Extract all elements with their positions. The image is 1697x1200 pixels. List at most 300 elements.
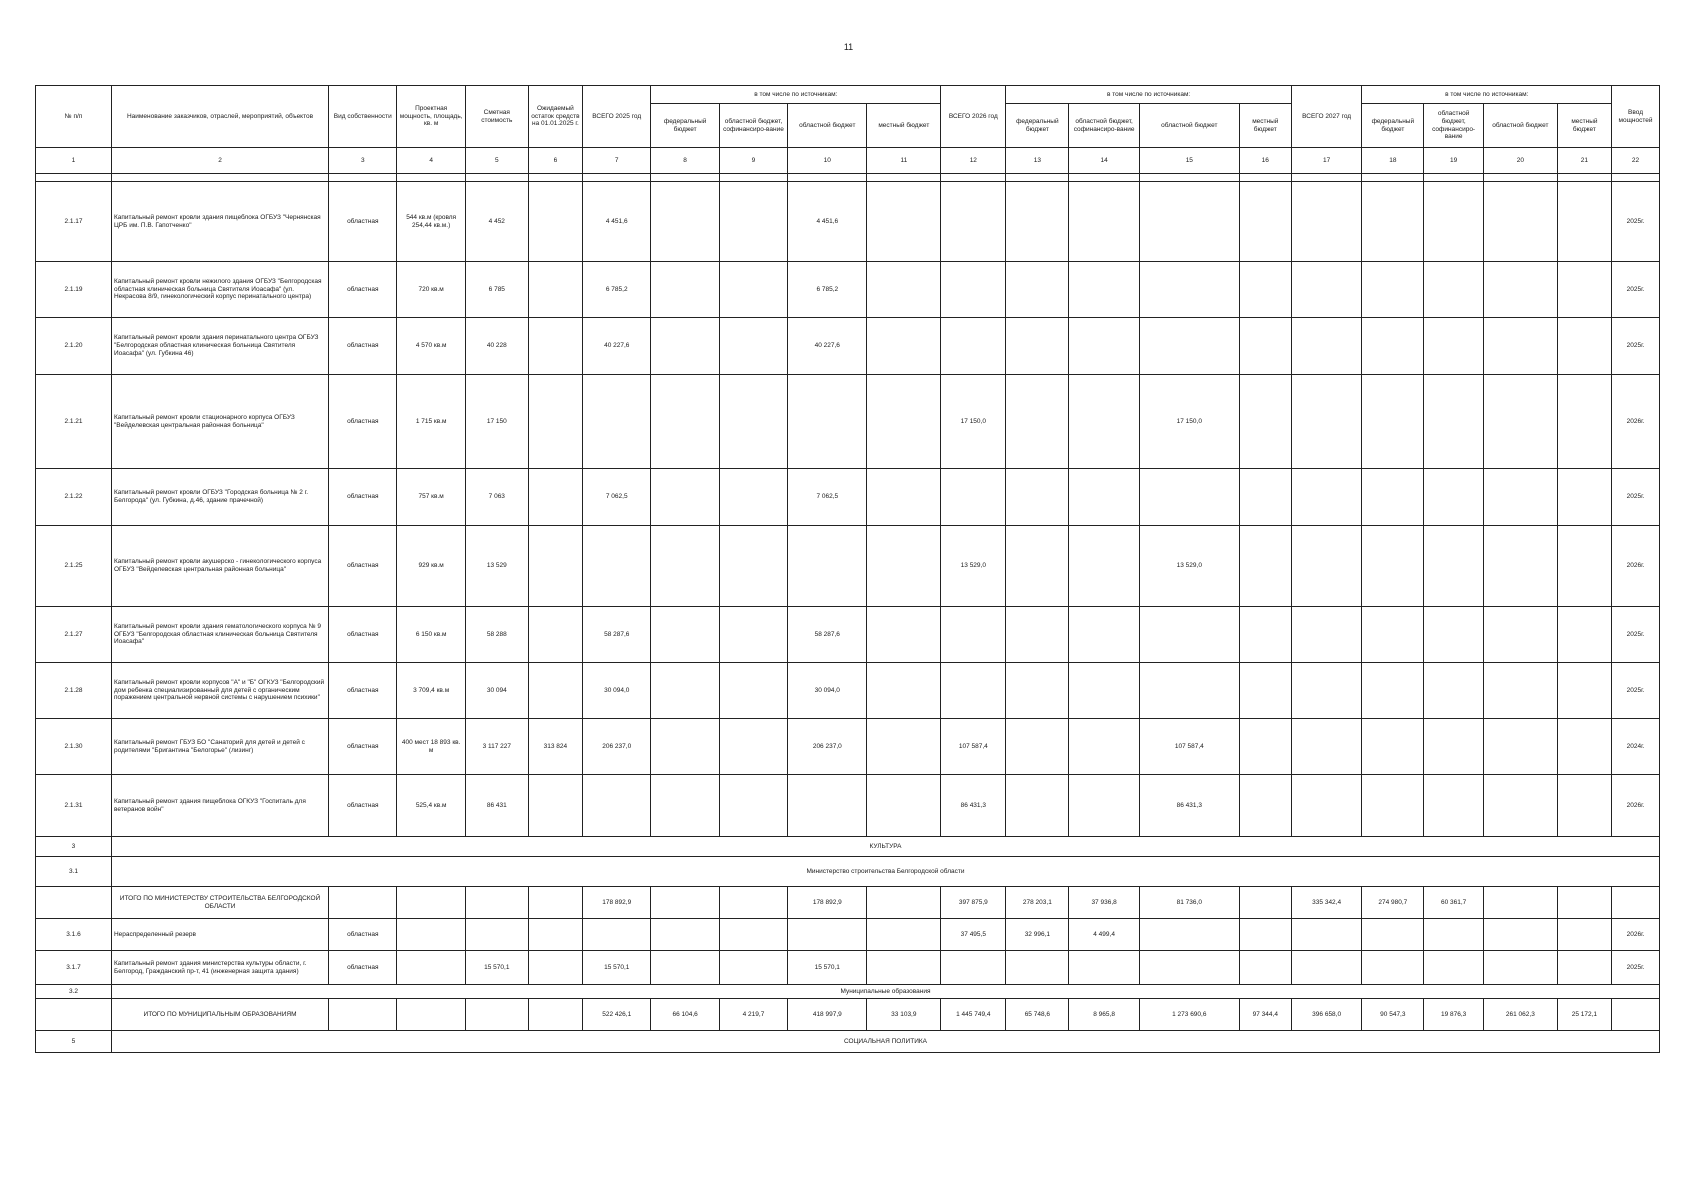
row-value	[1557, 919, 1611, 951]
row-value	[1557, 663, 1611, 719]
row-value	[528, 318, 582, 375]
row-value: 15 570,1	[465, 951, 528, 985]
row-value	[1362, 919, 1424, 951]
row-value	[1483, 526, 1557, 607]
table-cell	[465, 887, 528, 919]
table-cell	[397, 999, 465, 1031]
table-cell	[1483, 174, 1557, 182]
row-name: Капитальный ремонт кровли нежилого здания ОГБУЗ "Белгородская областная клиническая больница Святителя Иоасафа" (ул. Некрасова 8/9, гинекологический корпус перинатального центра)	[111, 262, 328, 318]
col-number: 13	[1006, 148, 1069, 174]
row-number: 2.1.28	[36, 663, 112, 719]
row-value	[1291, 182, 1362, 262]
section-number: 3.2	[36, 985, 112, 999]
row-value	[1362, 607, 1424, 663]
table-cell	[1424, 174, 1484, 182]
row-year: 2025г.	[1612, 262, 1660, 318]
row-value	[1239, 919, 1291, 951]
row-value	[1483, 375, 1557, 469]
row-value	[1362, 262, 1424, 318]
row-ownership: областная	[329, 919, 397, 951]
row-value	[1291, 469, 1362, 526]
row-value	[528, 775, 582, 837]
col-header-name: Наименование заказчиков, отраслей, мероприятий, объектов	[111, 86, 328, 148]
row-value: 40 227,6	[583, 318, 651, 375]
row-value	[528, 607, 582, 663]
row-value	[1557, 775, 1611, 837]
row-value: 15 570,1	[583, 951, 651, 985]
row-value	[1424, 318, 1484, 375]
section-row	[36, 1031, 1660, 1053]
row-year: 2026г.	[1612, 775, 1660, 837]
row-value	[651, 469, 719, 526]
table-cell	[397, 174, 465, 182]
row-name: Капитальный ремонт кровли здания пищеблока ОГБУЗ "Чернянская ЦРБ им. П.В. Гапотченко"	[111, 182, 328, 262]
col-number: 2	[111, 148, 328, 174]
table-row	[36, 663, 1660, 719]
row-value	[1362, 719, 1424, 775]
row-value: 30 094	[465, 663, 528, 719]
row-value	[1239, 182, 1291, 262]
row-value	[1557, 375, 1611, 469]
total-value: 418 997,9	[788, 999, 867, 1031]
col-header-federal: федеральный бюджет	[1362, 104, 1424, 148]
col-header-regional: областной бюджет	[1483, 104, 1557, 148]
table-cell	[36, 887, 112, 919]
row-value	[1424, 469, 1484, 526]
row-value	[1069, 318, 1140, 375]
row-value: 720 кв.м	[397, 262, 465, 318]
row-value	[1139, 469, 1239, 526]
col-number: 15	[1139, 148, 1239, 174]
row-value	[1239, 469, 1291, 526]
section-number: 3	[36, 837, 112, 857]
row-value	[528, 919, 582, 951]
row-year: 2024г.	[1612, 719, 1660, 775]
row-value	[867, 919, 941, 951]
section-title: КУЛЬТУРА	[111, 837, 1659, 857]
total-value: 25 172,1	[1557, 999, 1611, 1031]
row-value	[1483, 951, 1557, 985]
table-row	[36, 775, 1660, 837]
total-value	[651, 887, 719, 919]
row-value	[867, 469, 941, 526]
row-value	[1006, 375, 1069, 469]
row-value	[788, 526, 867, 607]
table-cell	[465, 999, 528, 1031]
row-value: 4 452	[465, 182, 528, 262]
total-name: ИТОГО ПО МУНИЦИПАЛЬНЫМ ОБРАЗОВАНИЯМ	[111, 999, 328, 1031]
row-value	[719, 182, 787, 262]
budget-table	[35, 85, 1660, 1053]
row-ownership: областная	[329, 526, 397, 607]
col-header-total-2026: ВСЕГО 2026 год	[941, 86, 1006, 148]
col-group-sources-2027: в том числе по источникам:	[1362, 86, 1612, 104]
row-name: Капитальный ремонт кровли стационарного корпуса ОГБУЗ "Вейделевская центральная районная больница"	[111, 375, 328, 469]
row-ownership: областная	[329, 775, 397, 837]
row-value	[528, 182, 582, 262]
col-number: 17	[1291, 148, 1362, 174]
row-value: 58 287,6	[788, 607, 867, 663]
row-value	[867, 607, 941, 663]
row-value	[1006, 607, 1069, 663]
total-row	[36, 999, 1660, 1031]
row-value	[1069, 719, 1140, 775]
row-value: 544 кв.м (кровля 254,44 кв.м.)	[397, 182, 465, 262]
row-value	[651, 526, 719, 607]
row-value	[1006, 182, 1069, 262]
row-value	[1291, 719, 1362, 775]
section-row	[36, 857, 1660, 887]
row-value	[788, 375, 867, 469]
row-value	[1006, 262, 1069, 318]
col-number: 7	[583, 148, 651, 174]
row-value	[1291, 262, 1362, 318]
table-row	[36, 182, 1660, 262]
row-value	[528, 663, 582, 719]
row-value: 757 кв.м	[397, 469, 465, 526]
row-value: 206 237,0	[583, 719, 651, 775]
total-value: 274 980,7	[1362, 887, 1424, 919]
row-value	[867, 719, 941, 775]
row-year: 2025г.	[1612, 318, 1660, 375]
row-value	[719, 607, 787, 663]
row-number: 2.1.21	[36, 375, 112, 469]
row-value: 4 499,4	[1069, 919, 1140, 951]
row-value	[1424, 951, 1484, 985]
row-value	[528, 375, 582, 469]
row-value	[788, 775, 867, 837]
row-value	[941, 318, 1006, 375]
row-value	[1239, 607, 1291, 663]
row-value	[1069, 951, 1140, 985]
row-value: 30 094,0	[788, 663, 867, 719]
row-value	[651, 607, 719, 663]
row-value	[1424, 775, 1484, 837]
col-number: 11	[867, 148, 941, 174]
total-value: 66 104,6	[651, 999, 719, 1031]
table-cell	[465, 174, 528, 182]
row-value: 6 150 кв.м	[397, 607, 465, 663]
row-value: 6 785,2	[583, 262, 651, 318]
col-header-regional: областной бюджет	[1139, 104, 1239, 148]
row-value	[1362, 182, 1424, 262]
row-value	[1291, 318, 1362, 375]
row-value	[719, 526, 787, 607]
section-title: Министерство строительства Белгородской области	[111, 857, 1659, 887]
row-value	[867, 775, 941, 837]
row-value	[1291, 375, 1362, 469]
row-value	[941, 182, 1006, 262]
row-value: 86 431,3	[941, 775, 1006, 837]
row-value	[1239, 951, 1291, 985]
row-number: 2.1.27	[36, 607, 112, 663]
row-value: 7 062,5	[583, 469, 651, 526]
row-name: Капитальный ремонт кровли здания перинатального центра ОГБУЗ "Белгородская областная клиническая больница Святителя Иоасафа" (ул. Губкина 46)	[111, 318, 328, 375]
table-row	[36, 607, 1660, 663]
row-ownership: областная	[329, 951, 397, 985]
total-value	[1483, 887, 1557, 919]
table-cell	[719, 174, 787, 182]
row-value	[1069, 663, 1140, 719]
row-value	[1069, 375, 1140, 469]
row-value	[1424, 719, 1484, 775]
row-value	[1139, 663, 1239, 719]
row-value	[583, 919, 651, 951]
table-cell	[1006, 174, 1069, 182]
row-ownership: областная	[329, 318, 397, 375]
row-value: 13 529,0	[1139, 526, 1239, 607]
row-value	[788, 919, 867, 951]
row-value	[1069, 526, 1140, 607]
row-value	[1139, 262, 1239, 318]
table-row	[36, 919, 1660, 951]
row-value	[1424, 526, 1484, 607]
col-header-commissioning: Ввод мощностей	[1612, 86, 1660, 148]
col-number: 4	[397, 148, 465, 174]
col-header-ownership: Вид собственности	[329, 86, 397, 148]
table-cell	[528, 999, 582, 1031]
row-value: 58 287,6	[583, 607, 651, 663]
total-value: 19 876,3	[1424, 999, 1484, 1031]
row-value	[1483, 775, 1557, 837]
total-value: 8 965,8	[1069, 999, 1140, 1031]
row-value	[1006, 318, 1069, 375]
total-value	[1557, 887, 1611, 919]
row-value	[1139, 919, 1239, 951]
section-row	[36, 985, 1660, 999]
section-row	[36, 837, 1660, 857]
col-number: 20	[1483, 148, 1557, 174]
total-value: 60 361,7	[1424, 887, 1484, 919]
row-number: 2.1.20	[36, 318, 112, 375]
total-value: 396 658,0	[1291, 999, 1362, 1031]
table-cell	[1362, 174, 1424, 182]
table-header	[36, 86, 1660, 174]
table-row	[36, 526, 1660, 607]
row-value	[719, 919, 787, 951]
row-value	[1239, 262, 1291, 318]
col-header-cost: Сметная стоимость	[465, 86, 528, 148]
col-number: 14	[1069, 148, 1140, 174]
row-value	[1483, 663, 1557, 719]
total-name: ИТОГО ПО МИНИСТЕРСТВУ СТРОИТЕЛЬСТВА БЕЛГОРОДСКОЙ ОБЛАСТИ	[111, 887, 328, 919]
col-header-federal: федеральный бюджет	[1006, 104, 1069, 148]
table-row	[36, 719, 1660, 775]
row-value	[1483, 318, 1557, 375]
row-value	[719, 951, 787, 985]
row-ownership: областная	[329, 719, 397, 775]
row-value	[867, 318, 941, 375]
row-value: 17 150,0	[941, 375, 1006, 469]
row-value: 17 150,0	[1139, 375, 1239, 469]
total-value: 4 219,7	[719, 999, 787, 1031]
row-value	[1483, 607, 1557, 663]
row-value	[651, 919, 719, 951]
row-number: 2.1.19	[36, 262, 112, 318]
row-value	[1239, 775, 1291, 837]
row-year: 2025г.	[1612, 607, 1660, 663]
row-value	[1291, 607, 1362, 663]
section-number: 5	[36, 1031, 112, 1053]
row-value: 15 570,1	[788, 951, 867, 985]
row-value	[651, 775, 719, 837]
row-value	[941, 607, 1006, 663]
total-value: 37 936,8	[1069, 887, 1140, 919]
row-name: Капитальный ремонт ГБУЗ БО "Санаторий для детей и детей с родителями "Бригантина "Белогорье" (лизинг)	[111, 719, 328, 775]
table-cell	[329, 999, 397, 1031]
row-value	[651, 262, 719, 318]
row-value	[1557, 526, 1611, 607]
row-value	[1362, 469, 1424, 526]
row-value: 40 228	[465, 318, 528, 375]
spacer-row	[36, 174, 1660, 182]
row-value: 30 094,0	[583, 663, 651, 719]
row-value	[1069, 262, 1140, 318]
table-cell	[1069, 174, 1140, 182]
row-year: 2025г.	[1612, 951, 1660, 985]
page-number: 11	[843, 42, 854, 52]
table-row	[36, 951, 1660, 985]
row-value	[1557, 469, 1611, 526]
row-value: 13 529	[465, 526, 528, 607]
row-value	[1006, 663, 1069, 719]
row-year: 2026г.	[1612, 526, 1660, 607]
table-cell	[528, 174, 582, 182]
row-ownership: областная	[329, 607, 397, 663]
row-value	[651, 375, 719, 469]
row-value	[867, 182, 941, 262]
row-value	[1239, 526, 1291, 607]
col-header-cofinancing: областной бюджет, софинансиро-вание	[719, 104, 787, 148]
row-value	[1362, 375, 1424, 469]
col-header-local: местный бюджет	[867, 104, 941, 148]
total-value: 1 445 749,4	[941, 999, 1006, 1031]
row-value	[1006, 951, 1069, 985]
row-value: 7 063	[465, 469, 528, 526]
row-value	[1291, 951, 1362, 985]
row-value	[719, 318, 787, 375]
row-value	[528, 526, 582, 607]
row-value	[1483, 919, 1557, 951]
row-year: 2026г.	[1612, 919, 1660, 951]
row-value	[1483, 469, 1557, 526]
total-value: 278 203,1	[1006, 887, 1069, 919]
col-number: 21	[1557, 148, 1611, 174]
row-year: 2026г.	[1612, 375, 1660, 469]
row-value	[1006, 719, 1069, 775]
row-number: 2.1.22	[36, 469, 112, 526]
col-number: 19	[1424, 148, 1484, 174]
row-value	[1291, 919, 1362, 951]
row-value	[867, 951, 941, 985]
row-value	[1424, 919, 1484, 951]
row-name: Капитальный ремонт здания министерства культуры области, г. Белгород, Гражданский пр-т, 41 (инженерная защита здания)	[111, 951, 328, 985]
total-value	[1239, 887, 1291, 919]
total-value: 178 892,9	[788, 887, 867, 919]
row-ownership: областная	[329, 663, 397, 719]
row-value: 17 150	[465, 375, 528, 469]
row-name: Капитальный ремонт здания пищеблока ОГКУЗ "Госпиталь для ветеранов войн"	[111, 775, 328, 837]
col-number: 5	[465, 148, 528, 174]
row-value	[465, 919, 528, 951]
table-cell	[329, 887, 397, 919]
row-ownership: областная	[329, 182, 397, 262]
col-header-local: местный бюджет	[1239, 104, 1291, 148]
row-value	[1139, 318, 1239, 375]
row-value	[1362, 318, 1424, 375]
row-number: 3.1.7	[36, 951, 112, 985]
row-value	[1483, 262, 1557, 318]
row-value: 13 529,0	[941, 526, 1006, 607]
row-value	[1424, 607, 1484, 663]
row-value	[397, 919, 465, 951]
row-value	[1362, 951, 1424, 985]
row-value	[941, 663, 1006, 719]
row-value	[651, 318, 719, 375]
row-value	[528, 262, 582, 318]
total-value: 261 062,3	[1483, 999, 1557, 1031]
row-value	[941, 951, 1006, 985]
table-cell	[397, 887, 465, 919]
col-header-total-2027: ВСЕГО 2027 год	[1291, 86, 1362, 148]
col-number: 22	[1612, 148, 1660, 174]
row-value	[1006, 526, 1069, 607]
row-value	[583, 375, 651, 469]
table-row	[36, 375, 1660, 469]
row-value	[941, 469, 1006, 526]
table-cell	[1291, 174, 1362, 182]
row-number: 3.1.6	[36, 919, 112, 951]
row-value	[867, 262, 941, 318]
column-number-row	[36, 148, 1660, 174]
row-value	[1424, 182, 1484, 262]
row-value	[719, 775, 787, 837]
row-value: 6 785	[465, 262, 528, 318]
col-header-federal: федеральный бюджет	[651, 104, 719, 148]
col-number: 18	[1362, 148, 1424, 174]
table-cell	[941, 174, 1006, 182]
total-value: 397 875,9	[941, 887, 1006, 919]
row-value: 206 237,0	[788, 719, 867, 775]
row-value	[1239, 318, 1291, 375]
col-number: 1	[36, 148, 112, 174]
row-name: Капитальный ремонт кровли акушерско - гинекологического корпуса ОГБУЗ "Вейделевская центральная районная больница"	[111, 526, 328, 607]
col-header-total-2025: ВСЕГО 2025 год	[583, 86, 651, 148]
col-number: 3	[329, 148, 397, 174]
row-year: 2025г.	[1612, 182, 1660, 262]
row-value	[1362, 526, 1424, 607]
row-value	[397, 951, 465, 985]
table-cell	[1612, 887, 1660, 919]
row-value	[867, 526, 941, 607]
total-value: 1 273 690,6	[1139, 999, 1239, 1031]
col-number: 9	[719, 148, 787, 174]
total-row	[36, 887, 1660, 919]
row-value: 37 495,5	[941, 919, 1006, 951]
total-value	[867, 887, 941, 919]
row-value: 3 709,4 кв.м	[397, 663, 465, 719]
row-value	[1291, 663, 1362, 719]
row-value	[941, 262, 1006, 318]
row-value: 4 570 кв.м	[397, 318, 465, 375]
total-value	[719, 887, 787, 919]
col-header-remainder: Ожидаемый остаток средств на 01.01.2025 г.	[528, 86, 582, 148]
col-header-regional: областной бюджет	[788, 104, 867, 148]
row-value	[1006, 469, 1069, 526]
row-value	[1069, 775, 1140, 837]
row-name: Капитальный ремонт кровли здания гематологического корпуса № 9 ОГБУЗ "Белгородская областная клиническая больница Святителя Иоасафа"	[111, 607, 328, 663]
row-ownership: областная	[329, 469, 397, 526]
